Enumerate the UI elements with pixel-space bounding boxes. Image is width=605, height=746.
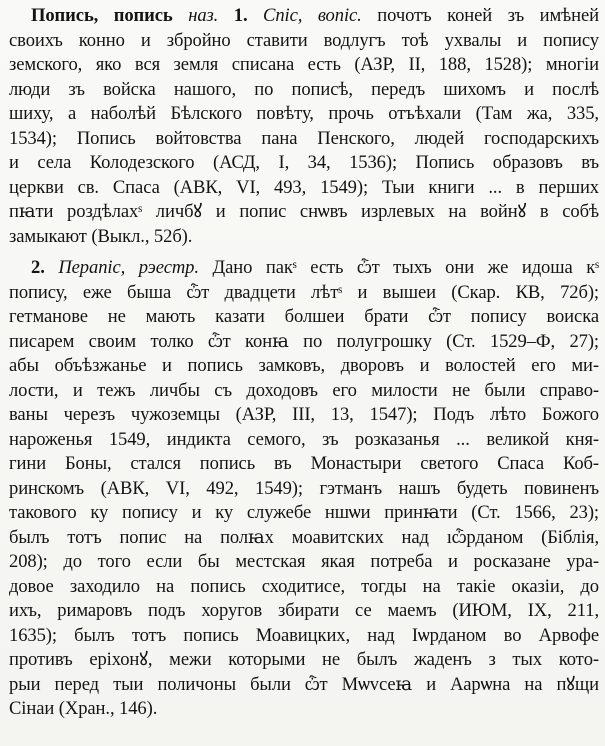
text-line: былъ тотъ попис на полꙗх моавитских над ıѽрданом (Біблія, xyxy=(9,526,599,548)
sense-text: почотъ коней зъ имѣней xyxy=(377,5,599,26)
text-line: попису, еже быша ѽт двадцети лѣтˢ и вышеи (Скар. КВ, 72б); xyxy=(9,281,599,303)
text-line: 208); до того если бы местская якая потреба и росказане ура- xyxy=(9,551,599,572)
sense-number-1: 1. xyxy=(233,5,248,26)
text-line: писарем своим толко ѽт конꙗ по полугрошку (Ст. 1529–Ф, 27); xyxy=(9,330,599,352)
text-line: шиху, а наболѣй Бѣлского повѣту, прочь отъѣхали (Там жа, 335, xyxy=(9,103,599,124)
text-line: абы объѣзжанье и попись замковъ, дворовъ и волостей его ми- xyxy=(9,355,599,376)
text-line: церкви св. Спаса (АВК, VI, 493, 1549); Тыи книги ... в перших xyxy=(9,176,599,198)
text-line: 1635); былъ тотъ попись Моавицких, над Іѡрданом во Арвофе xyxy=(9,624,599,646)
sense-text: Дано пакˢ есть ѽт тыхъ они же идоша кˢ xyxy=(212,257,599,278)
text-line: Сінаи (Хран., 146). xyxy=(9,698,158,719)
sense-gloss-1: Спіс, вопіс. xyxy=(263,5,362,26)
text-line: лости, и тежъ личбы съ доходовъ его милости не были справо- xyxy=(9,379,599,401)
text-line: рыи перед тыи поличоны были ѽт Мѡvсеꙗ и Аарѡна на пꙋщи xyxy=(9,673,599,695)
text-line: такового ку попису и ку служебе ншѡи принꙗти (Ст. 1566, 23); xyxy=(9,502,599,523)
text-line: пꙗти роздѣлахˢ личбꙋ и попис снѡвъ изрлевых на войнꙋ в собѣ xyxy=(9,201,599,222)
entry-line-2 xyxy=(9,256,599,281)
text-line: ваны черезъ чужоземцы (АЗР, III, 13, 1547); Подъ лѣто Божого xyxy=(9,404,599,425)
text-line: замыкают (Выкл., 52б). xyxy=(9,225,193,247)
text-line: 1534); Попись войтовства пана Пенского, людей господарскихъ xyxy=(9,127,599,149)
text-line: земского, яко вся земля списана есть (АЗР, II, 188, 1528); многіи xyxy=(9,54,599,75)
text-line: нароженья 1549, индикта семого, зъ розказанья ... великой кня- xyxy=(9,428,599,450)
headword: Попись, попись xyxy=(31,5,173,26)
text-line: гетманове не мають казати болшеи брати ѽт попису воиска xyxy=(9,306,599,327)
sense-gap xyxy=(9,249,599,256)
dictionary-entry xyxy=(9,4,599,722)
text-line: ихъ, римаровъ подъ хоругов збирати се маемъ (ИЮМ, IX, 211, xyxy=(9,600,599,621)
text-line: гини Боны, сталcя попись въ Монастыри светого Спаса Коб- xyxy=(9,453,599,474)
grammar-label: наз. xyxy=(188,5,219,26)
text-line: довое заходило на попись сходитисе, тогды на такіе оказіи, до xyxy=(9,575,599,597)
text-line: своихъ конно и збройно ставити водлугъ тоѣ ухвалы и попису xyxy=(9,29,599,51)
text-line: ринскомъ (АВК, VI, 492, 1549); гэтманъ нашъ будеть повиненъ xyxy=(9,477,599,499)
text-line: противъ ерiхонꙋ, межи которыми не былъ жаденъ з тых котo- xyxy=(9,649,599,670)
text-line: люди зъ войска нашого, по пописѣ, передъ шихомъ и послѣ xyxy=(9,78,599,100)
sense-gloss-2: Перапіс, рэестр. xyxy=(58,257,199,278)
text-line: и села Колодезского (АСД, I, 34, 1536); Попись образовъ въ xyxy=(9,152,599,173)
sense-number-2: 2. xyxy=(31,257,45,278)
entry-line-1 xyxy=(9,4,599,29)
